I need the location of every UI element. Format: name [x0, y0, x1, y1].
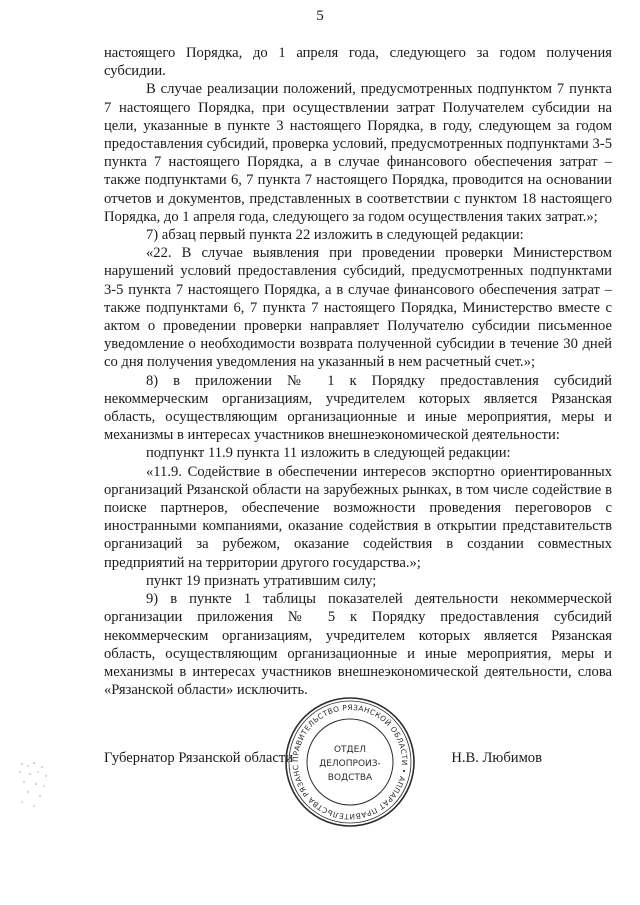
signatory-title: Губернатор Рязанской области	[104, 750, 294, 766]
paragraph: «22. В случае выявления при проведении проверки Министерством нарушений условий предоставления субсидий, предусмотренных подпунктами 3-5 пункта 7 настоящего Порядка, а в случае финансового обеспечения затрат – также подпунктами 6, 7 пункта 7 настоящего Порядка, Министерство вместе с актом о проведении проверки направляет Получателю субсидии письменное уведомление о необходимости возврата полученной субсидии в течение 30 дней со дня получения уведомления на указанный в нем расчетный счет.»;	[104, 245, 612, 371]
official-stamp	[282, 694, 418, 830]
paragraph: 9) в пункте 1 таблицы показателей деятельности некоммерческой организации приложения № 5 к Порядку предоставления субсидий некоммерческим организациям, учредителем которых является Рязанская область, осуществляющим организационные и иные мероприятия, меры и механизмы в интересах участников внешнеэкономической деятельности, слова «Рязанской области» исключить.	[104, 591, 612, 699]
stamp-center-line: ВОДСТВА	[327, 773, 373, 783]
paragraph: подпункт 11.9 пункта 11 изложить в следующей редакции:	[146, 445, 511, 462]
paragraph: «11.9. Содействие в обеспечении интересов экспортно ориентированных организаций Рязанской области на зарубежных рынках, в том числе содействие в поиске партнеров, обеспечение возможности проведения переговоров с иностранными компаниями, оказание содействия в открытии представительств организаций за рубежом, оказание содействия в создании совместных предприятий на территории другого государства.»;	[104, 463, 612, 571]
paragraph: В случае реализации положений, предусмотренных подпунктом 7 пункта 7 настоящего Порядка, при осуществлении затрат Получателем субсидии на цели, указанные в пункте 3 настоящего Порядка, в году, следующем за годом предоставления субсидий, проверка условий, предусмотренных подпунктами 3-5 пункта 7 настоящего Порядка, а в случае финансового обеспечения затрат – также подпунктами 6, 7 пункта 7 настоящего Порядка, проводится на основании отчетов и документов, представленных в соответствии с пунктом 18 настоящего Порядка, до 1 апреля года, следующего за годом осуществления таких затрат.»;	[104, 81, 612, 225]
stamp-center-line: ДЕЛОПРОИЗ-	[319, 759, 381, 769]
paragraph: 8) в приложении № 1 к Порядку предоставления субсидий некоммерческим организациям, учредителем которых является Рязанская область, осуществляющим организационные и иные мероприятия, меры и механизмы в интересах участников внешнеэкономической деятельности:	[104, 372, 612, 444]
paragraph: пункт 19 признать утратившим силу;	[146, 572, 377, 589]
signatory-name: Н.В. Любимов	[451, 750, 542, 766]
stamp-center-line: ОТДЕЛ	[333, 745, 367, 755]
document-body	[104, 44, 612, 699]
paragraph: 7) абзац первый пункта 22 изложить в следующей редакции:	[146, 227, 524, 244]
paragraph: настоящего Порядка, до 1 апреля года, следующего за годом получения субсидии.	[104, 45, 612, 80]
scan-margin-marks	[14, 758, 54, 818]
page-number: 5	[316, 8, 324, 24]
stamp-outer-text: ПРАВИТЕЛЬСТВО РЯЗАНСКОЙ ОБЛАСТИ • АППАРАТ ПРАВИТЕЛЬСТВА РЯЗАНС	[290, 702, 410, 822]
